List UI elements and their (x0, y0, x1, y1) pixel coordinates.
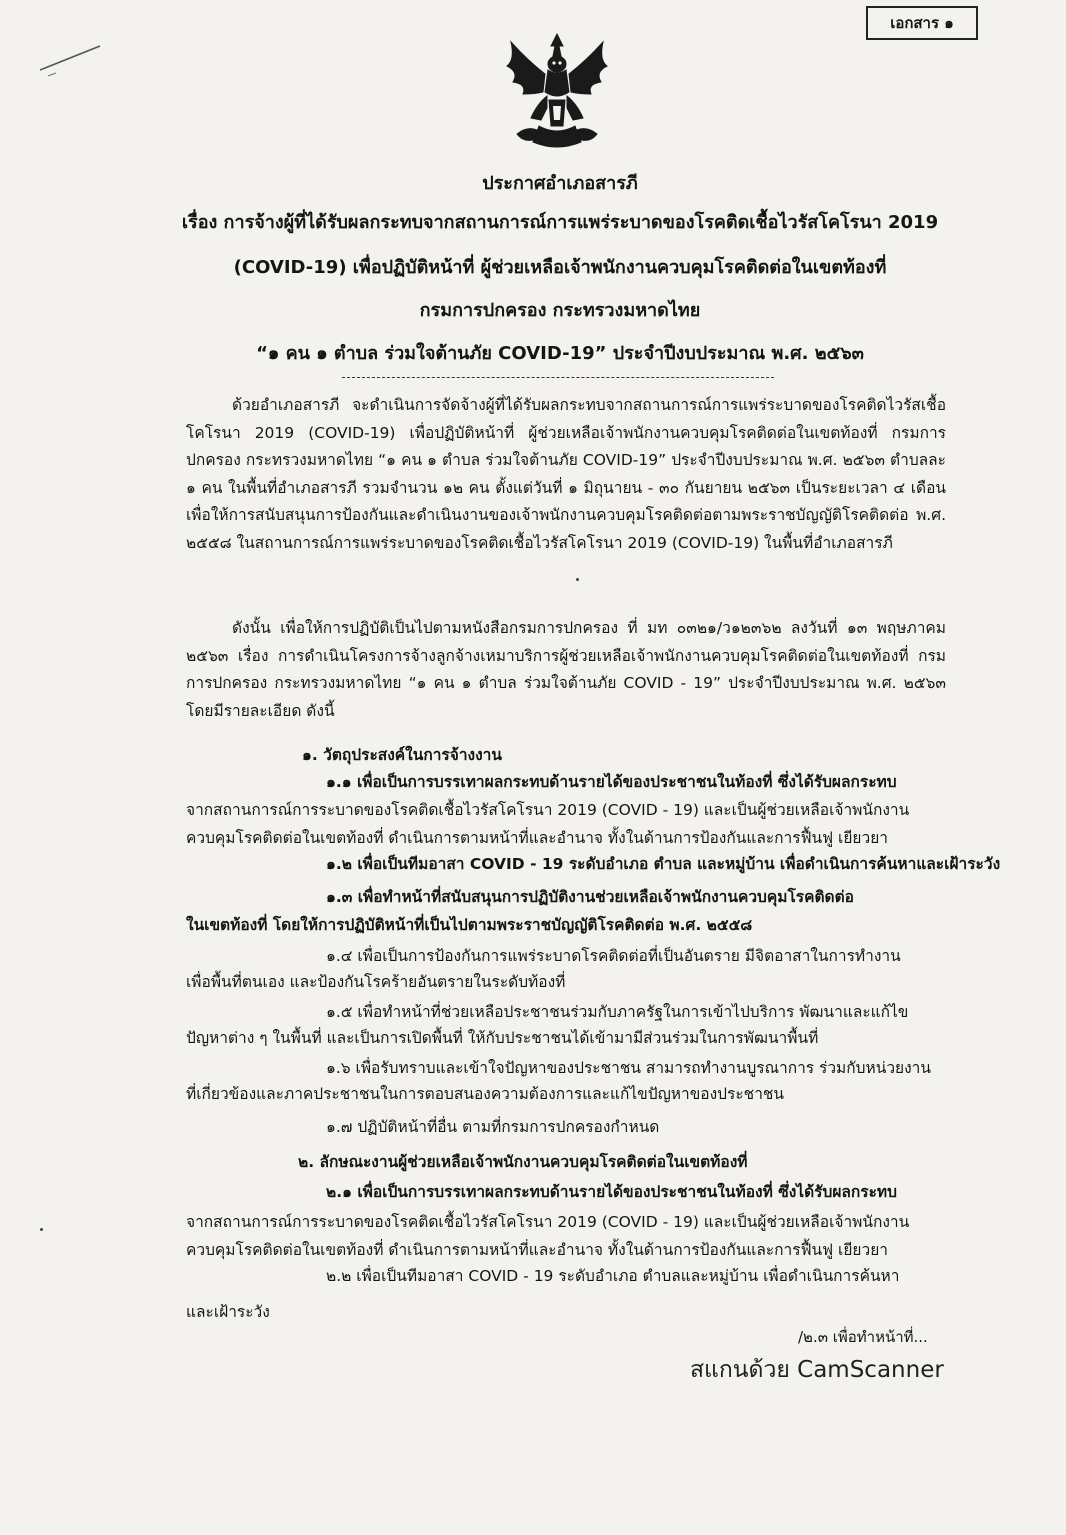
intro-paragraph: ด้วยอำเภอสารภี จะดำเนินการจัดจ้างผู้ที่ได้รับผลกระทบจากสถานการณ์การแพร่ระบาดของโรคติดไวรัสเชื้อโคโรนา 2019 (COVID-19) เพื่อปฏิบัติหน้าที่ ผู้ช่วยเหลือเจ้าพนักงานควบคุมโรคติดต่อในเขตท้องที่ กรมการปกครอง กระทรวงมหาดไทย “๑ คน ๑ ตำบล ร่วมใจต้านภัย COVID-19” ประจำปีงบประมาณ พ.ศ. ๒๕๖๓ ตำบลละ ๑ คน ในพื้นที่อำเภอสารภี รวมจำนวน ๑๒ คน ตั้งแต่วันที่ ๑ มิถุนายน - ๓๐ กันยายน ๒๕๖๓ เป็นระยะเวลา ๔ เดือน เพื่อให้การสนับสนุนการป้องกันและดำเนินงานของเจ้าพนักงานควบคุมโรคติดต่อตามพระราชบัญญัติโรคติดต่อ พ.ศ. ๒๕๕๘ ในสถานการณ์การแพร่ระบาดของโรคติดเชื้อไวรัสโคโรนา 2019 (COVID-19) ในพื้นที่อำเภอสารภี (186, 396, 946, 552)
document-label: เอกสาร ๑ (866, 6, 978, 40)
scan-speck (576, 578, 579, 581)
section-2-item: จากสถานการณ์การระบาดของโรคติดเชื้อไวรัสโคโรนา 2019 (COVID - 19) และเป็นผู้ช่วยเหลือเจ้าพนักงาน (186, 1213, 910, 1231)
section-1-item: ๑.๑ เพื่อเป็นการบรรเทาผลกระทบด้านรายได้ของประชาชนในท้องที่ ซึ่งได้รับผลกระทบ (326, 773, 897, 791)
section-1-item: ที่เกี่ยวข้องและภาคประชาชนในการตอบสนองความต้องการและแก้ไขปัญหาของประชาชน (186, 1085, 785, 1103)
section-2-item: ๒.๒ เพื่อเป็นทีมอาสา COVID - 19 ระดับอำเภอ ตำบลและหมู่บ้าน เพื่อดำเนินการค้นหา (326, 1267, 900, 1285)
section-1-item: ๑.๓ เพื่อทำหน้าที่สนับสนุนการปฏิบัติงานช่วยเหลือเจ้าพนักงานควบคุมโรคติดต่อ (326, 888, 854, 906)
announcement-title (120, 168, 1000, 367)
reference-paragraph: ดังนั้น เพื่อให้การปฏิบัติเป็นไปตามหนังสือกรมการปกครอง ที่ มท ๐๓๒๑/ว๑๒๓๖๒ ลงวันที่ ๑๓ พฤษภาคม ๒๕๖๓ เรื่อง การดำเนินโครงการจ้างลูกจ้างเหมาบริการผู้ช่วยเหลือเจ้าพนักงานควบคุมโรคติดต่อในเขตท้องที่ กรมการปกครอง กระทรวงมหาดไทย “๑ คน ๑ ตำบล ร่วมใจต้านภัย COVID - 19” ประจำปีงบประมาณ พ.ศ. ๒๕๖๓ โดยมีรายละเอียด ดังนี้ (186, 619, 946, 720)
section-1-heading: ๑. วัตถุประสงค์ในการจ้างงาน (302, 746, 502, 764)
continuation-note: /๒.๓ เพื่อทำหน้าที่... (798, 1328, 928, 1346)
subject-line-1: เรื่อง การจ้างผู้ที่ได้รับผลกระทบจากสถานการณ์การแพร่ระบาดของโรคติดเชื้อไวรัสโคโรนา 2019 (181, 212, 939, 233)
section-1-item: ในเขตท้องที่ โดยให้การปฏิบัติหน้าที่เป็นไปตามพระราชบัญญัติโรคติดต่อ พ.ศ. ๒๕๕๘ (186, 916, 753, 934)
section-1-item: เพื่อพื้นที่ตนเอง และป้องกันโรคร้ายอันตรายในระดับท้องที่ (186, 973, 566, 991)
section-2-item: ๒.๑ เพื่อเป็นการบรรเทาผลกระทบด้านรายได้ของประชาชนในท้องที่ ซึ่งได้รับผลกระทบ (326, 1183, 897, 1201)
title-divider (342, 377, 774, 378)
section-1-item: ๑.๒ เพื่อเป็นทีมอาสา COVID - 19 ระดับอำเภอ ตำบล และหมู่บ้าน เพื่อดำเนินการค้นหาและเฝ้าระวัง (326, 855, 1001, 873)
section-1-item: ควบคุมโรคติดต่อในเขตท้องที่ ดำเนินการตามหน้าที่และอำนาจ ทั้งในด้านการป้องกันและการฟื้นฟู เยียวยา (186, 829, 888, 847)
section-2-item: ควบคุมโรคติดต่อในเขตท้องที่ ดำเนินการตามหน้าที่และอำนาจ ทั้งในด้านการป้องกันและการฟื้นฟู เยียวยา (186, 1241, 888, 1259)
subject-line-3: กรมการปกครอง กระทรวงมหาดไทย (419, 300, 701, 321)
section-1-item: ๑.๕ เพื่อทำหน้าที่ช่วยเหลือประชาชนร่วมกับภาครัฐในการเข้าไปบริการ พัฒนาและแก้ไข (326, 1003, 909, 1021)
section-1-item: ๑.๔ เพื่อเป็นการป้องกันการแพร่ระบาดโรคติดต่อที่เป็นอันตราย มีจิตอาสาในการทำงาน (326, 947, 901, 965)
pen-mark (38, 40, 108, 80)
section-1-item: ปัญหาต่าง ๆ ในพื้นที่ และเป็นการเปิดพื้นที่ ให้กับประชาชนได้เข้ามามีส่วนร่วมในการพัฒนาพื้นที่ (186, 1029, 819, 1047)
section-1-item: จากสถานการณ์การระบาดของโรคติดเชื้อไวรัสโคโรนา 2019 (COVID - 19) และเป็นผู้ช่วยเหลือเจ้าพนักงาน (186, 801, 910, 819)
subject-line-4: “๑ คน ๑ ตำบล ร่วมใจต้านภัย COVID-19” ประจำปีงบประมาณ พ.ศ. ๒๕๖๓ (256, 343, 864, 364)
section-1-item: ๑.๗ ปฏิบัติหน้าที่อื่น ตามที่กรมการปกครองกำหนด (326, 1118, 660, 1136)
section-2-item: และเฝ้าระวัง (186, 1303, 270, 1321)
subject-line-2: (COVID-19) เพื่อปฏิบัติหน้าที่ ผู้ช่วยเหลือเจ้าพนักงานควบคุมโรคติดต่อในเขตท้องที่ (233, 257, 887, 278)
scan-speck (40, 1228, 43, 1231)
section-2-heading: ๒. ลักษณะงานผู้ช่วยเหลือเจ้าพนักงานควบคุมโรคติดต่อในเขตท้องที่ (298, 1153, 748, 1171)
issuer-heading: ประกาศอำเภอสารภี (482, 173, 638, 194)
section-1-item: ๑.๖ เพื่อรับทราบและเข้าใจปัญหาของประชาชน สามารถทำงานบูรณาการ ร่วมกับหน่วยงาน (326, 1059, 931, 1077)
garuda-emblem-icon (497, 30, 617, 155)
scanner-watermark: สแกนด้วย CamScanner (690, 1357, 944, 1383)
